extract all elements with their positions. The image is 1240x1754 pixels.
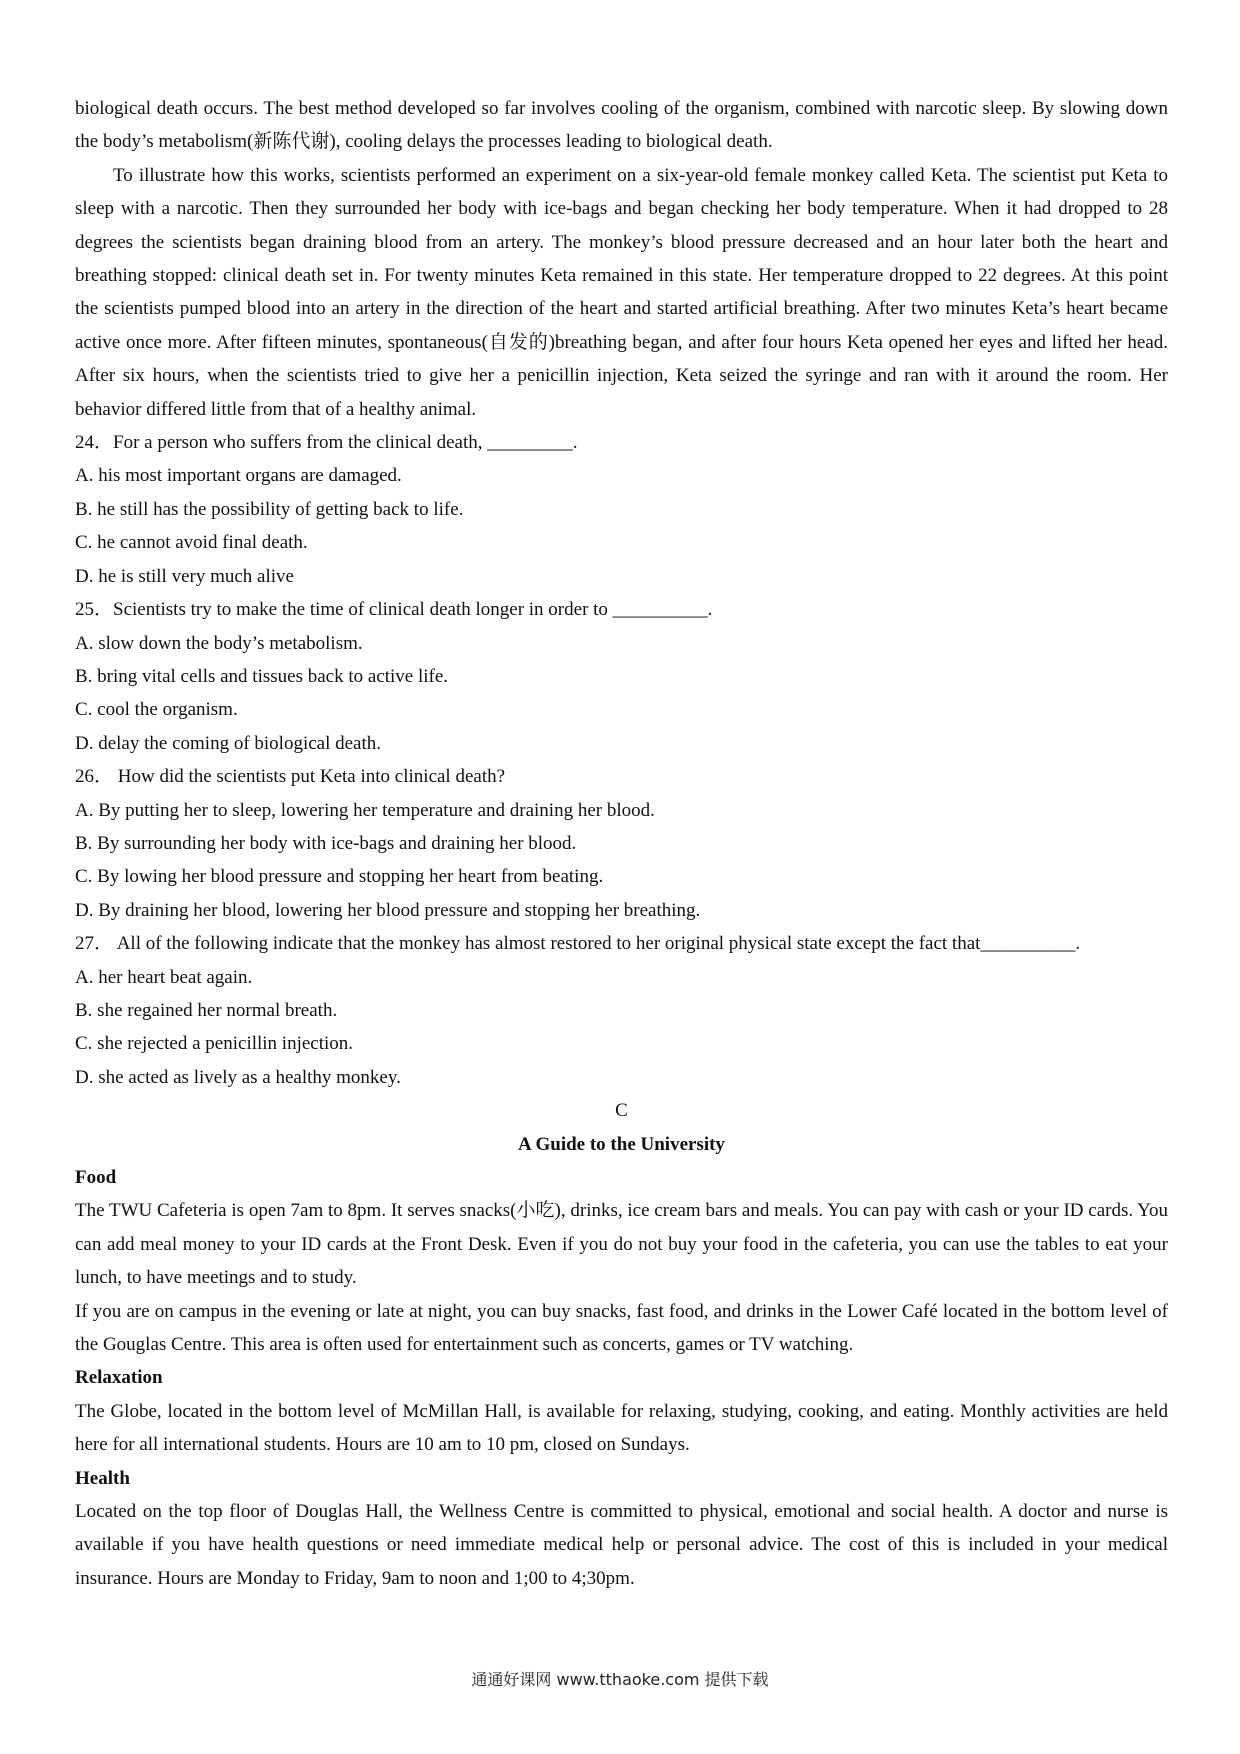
question-26 [75, 760, 1168, 927]
section-letter: C [615, 1100, 628, 1122]
question-stem: 26． How did the scientists put Keta into clinical death? [75, 766, 506, 788]
option-a: A. his most important organs are damaged. [75, 465, 402, 487]
option-c: C. she rejected a penicillin injection. [75, 1033, 354, 1055]
relaxation-paragraph: The Globe, located in the bottom level of McMillan Hall, is available for relaxing, studying, cooking, and eating. Monthly activities are held here for all international students. Hours are 10 am to 10 pm, closed on Sundays. [75, 1400, 1168, 1456]
option-d: D. delay the coming of biological death. [75, 732, 382, 754]
option-c: C. he cannot avoid final death. [75, 532, 308, 554]
food-paragraph-1: The TWU Cafeteria is open 7am to 8pm. It serves snacks(小吃), drinks, ice cream bars and meals. You can pay with cash or your ID cards. You can add meal money to your ID cards at the Front Desk. Even if you do not buy your food in the cafeteria, you can use the tables to eat your lunch, to have meetings and to study. [75, 1200, 1168, 1289]
option-a: A. By putting her to sleep, lowering her temperature and draining her blood. [75, 799, 655, 821]
option-b: B. he still has the possibility of getting back to life. [75, 498, 464, 520]
health-paragraph: Located on the top floor of Douglas Hall, the Wellness Centre is committed to physical, emotional and social health. A doctor and nurse is available if you have health questions or need immediate medical help or personal advice. The cost of this is included in your medical insurance. Hours are Monday to Friday, 9am to noon and 1;00 to 4;30pm. [75, 1501, 1168, 1589]
relaxation-heading: Relaxation [75, 1367, 163, 1389]
question-24 [75, 426, 1168, 593]
option-d: D. By draining her blood, lowering her blood pressure and stopping her breathing. [75, 899, 701, 921]
food-paragraph-2: If you are on campus in the evening or late at night, you can buy snacks, fast food, and drinks in the Lower Café located in the bottom level of the Gouglas Centre. This area is often used for entertainment such as concerts, games or TV watching. [75, 1300, 1168, 1356]
health-heading: Health [75, 1467, 130, 1489]
passage-b-paragraph-1: biological death occurs. The best method developed so far involves cooling of the organism, combined with narcotic sleep. By slowing down the body’s metabolism(新陈代谢), cooling delays the processes leading to biological death. [75, 98, 1168, 153]
option-a: A. her heart beat again. [75, 966, 253, 988]
section-title: A Guide to the University [518, 1133, 725, 1155]
question-stem: 24．For a person who suffers from the clinical death, _________. [75, 432, 578, 454]
option-b: B. bring vital cells and tissues back to active life. [75, 665, 449, 687]
option-d: D. he is still very much alive [75, 565, 294, 587]
option-c: C. By lowing her blood pressure and stopping her heart from beating. [75, 866, 604, 888]
question-25 [75, 593, 1168, 760]
document-page [75, 92, 1168, 1595]
question-stem: 27． All of the following indicate that the monkey has almost restored to her original physical state except the fact that__________. [75, 933, 1081, 955]
food-heading: Food [75, 1167, 117, 1188]
option-a: A. slow down the body’s metabolism. [75, 632, 363, 654]
question-stem: 25．Scientists try to make the time of clinical death longer in order to __________. [75, 599, 713, 621]
footer-watermark: 通通好课网 www.tthaoke.com 提供下载 [471, 1670, 769, 1689]
option-c: C. cool the organism. [75, 699, 238, 721]
passage-b-paragraph-2: To illustrate how this works, scientists performed an experiment on a six-year-old female monkey called Keta. The scientist put Keta to sleep with a narcotic. Then they surrounded her body with ice-bags and began checking her body temperature. When it had dropped to 28 degrees the scientists began draining blood from an artery. The monkey’s blood pressure decreased and an hour later both the heart and breathing stopped: clinical death set in. For twenty minutes Keta remained in this state. Her temperature dropped to 22 degrees. At this point the scientists pumped blood into an artery in the direction of the heart and started artificial breathing. After two minutes Keta’s heart became active once more. After fifteen minutes, spontaneous(自发的)breathing began, and after four hours Keta opened her eyes and lifted her head. After six hours, when the scientists tried to give her a penicillin injection, Keta seized the syringe and ran with it around the room. Her behavior differed little from that of a healthy animal. [75, 164, 1168, 420]
option-b: B. she regained her normal breath. [75, 999, 338, 1021]
option-b: B. By surrounding her body with ice-bags and draining her blood. [75, 832, 577, 854]
question-27 [75, 927, 1168, 1094]
option-d: D. she acted as lively as a healthy monkey. [75, 1066, 401, 1088]
